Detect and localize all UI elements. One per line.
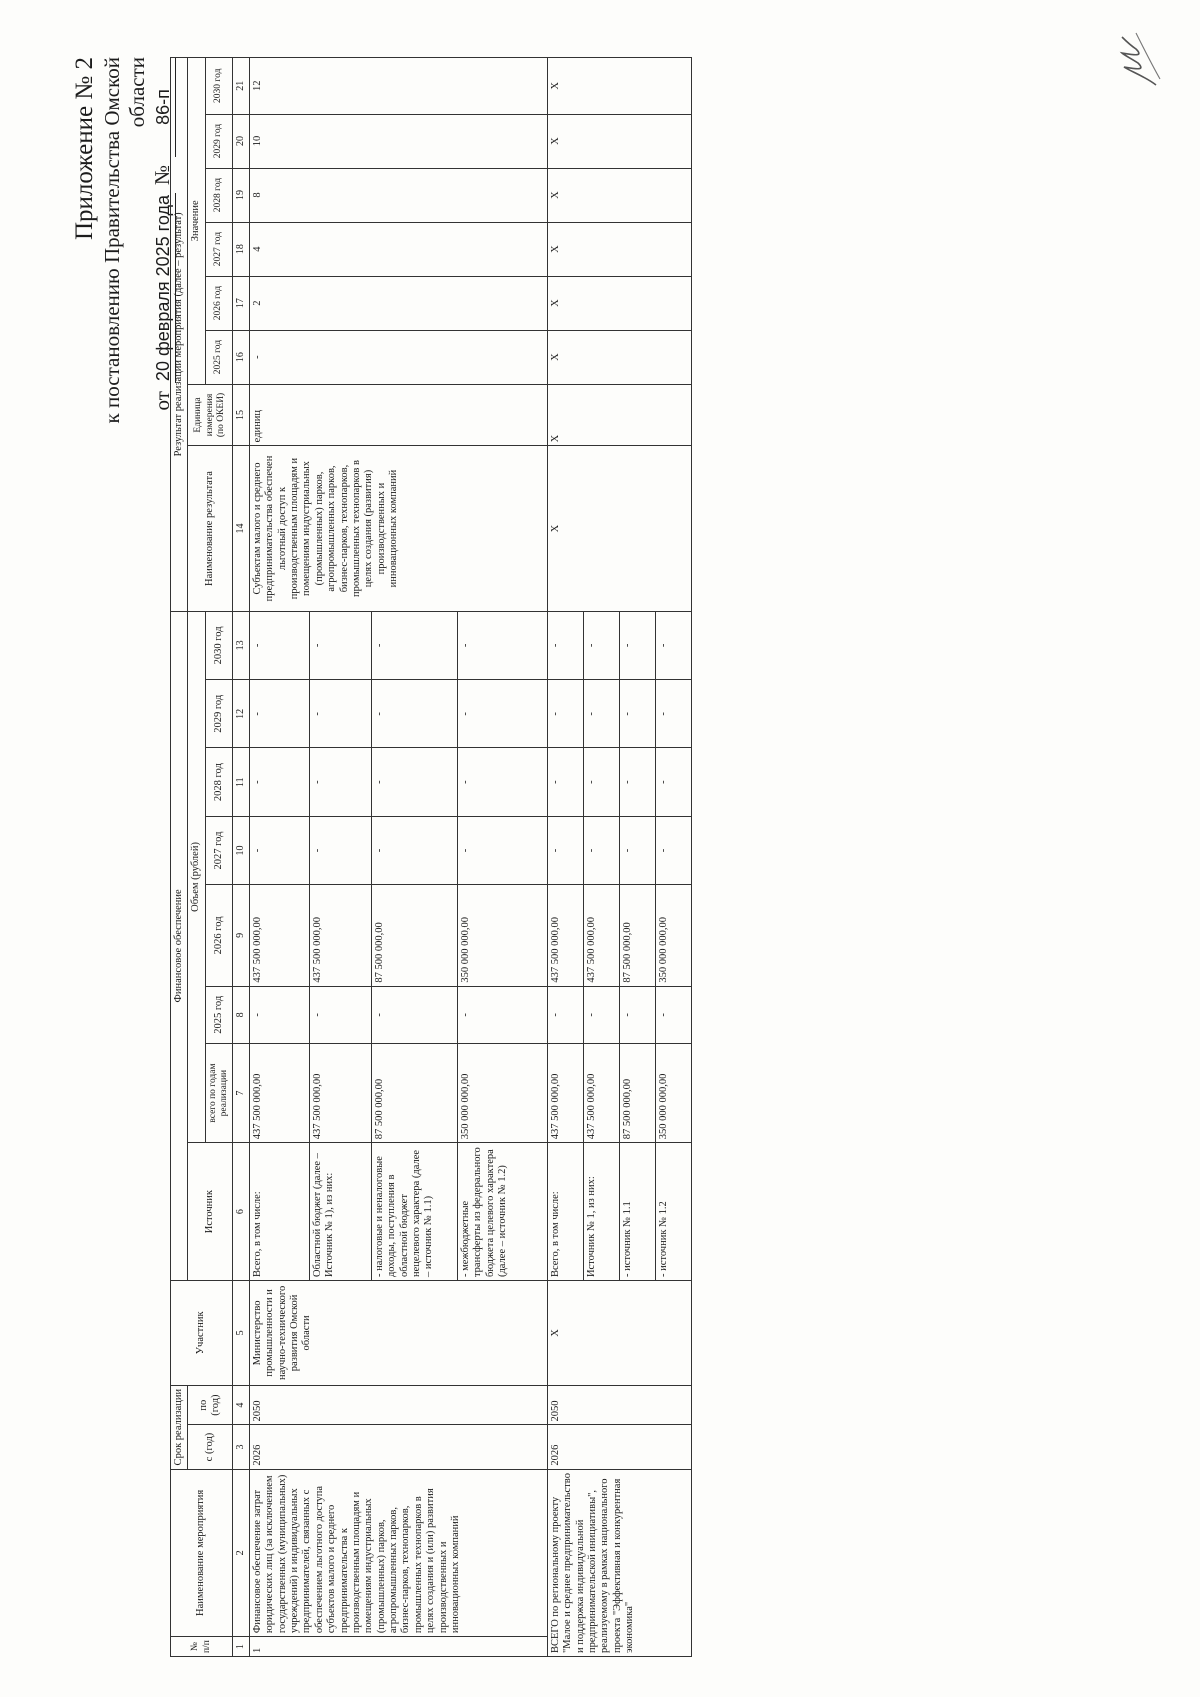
total-value-2026: X — [547, 276, 691, 330]
y2027-value: - — [547, 816, 583, 884]
y2027-value: - — [457, 816, 547, 884]
col-number: 12 — [233, 680, 250, 748]
result-unit: единиц — [249, 384, 547, 446]
total-value: 87 500 000,00 — [371, 1043, 457, 1142]
y2026-value: 437 500 000,00 — [309, 885, 371, 986]
from-label: от — [150, 391, 175, 411]
appendix-title: Приложение № 2 — [71, 57, 98, 241]
total-value-2028: X — [547, 168, 691, 222]
col-v2026: 2026 год — [205, 276, 232, 330]
total-value: 350 000 000,00 — [457, 1043, 547, 1142]
total-name: ВСЕГО по региональному проекту "Малое и среднее предпринимательство и поддержка индивидуальной предпринимательской инициативы", реализуемому в рамках национального проекта "Эффективная и конкурентная экономика" — [547, 1469, 691, 1656]
participant: Министерство промышленности и научно-технического развития Омской области — [249, 1281, 547, 1386]
period-to: 2050 — [249, 1385, 547, 1425]
col-number: 18 — [233, 222, 250, 276]
source-name: - источник № 1.1 — [619, 1143, 655, 1281]
appendix-subtitle: к постановлению Правительства Омской области — [100, 57, 150, 424]
col-number: 19 — [233, 168, 250, 222]
y2027-value: - — [249, 816, 309, 884]
y2028-value: - — [655, 748, 691, 816]
y2029-value: - — [371, 680, 457, 748]
value-2027: 4 — [249, 222, 547, 276]
value-2030: 12 — [249, 58, 547, 115]
y2027-value: - — [309, 816, 371, 884]
header-row-1 — [171, 58, 188, 1657]
table-row — [249, 58, 309, 1657]
col-v2029: 2029 год — [205, 114, 232, 168]
y2025-value: - — [583, 986, 619, 1043]
y2026-value: 437 500 000,00 — [547, 885, 583, 986]
col-number: 15 — [233, 384, 250, 446]
source-name: Всего, в том числе: — [547, 1143, 583, 1281]
col-number: 4 — [233, 1385, 250, 1425]
total-value: 87 500 000,00 — [619, 1043, 655, 1142]
col-participant: Участник — [171, 1281, 233, 1386]
y2029-value: - — [655, 680, 691, 748]
y2028-value: - — [583, 748, 619, 816]
total-unit: X — [547, 384, 691, 446]
y2025-value: - — [547, 986, 583, 1043]
y2025-value: - — [309, 986, 371, 1043]
col-unit: Единица измерения (по ОКЕИ) — [188, 384, 233, 446]
col-number: 20 — [233, 114, 250, 168]
y2027-value: - — [655, 816, 691, 884]
col-y2026: 2026 год — [205, 885, 232, 986]
col-volume: Объем (рублей) — [188, 611, 205, 1142]
total-participant: X — [547, 1281, 691, 1386]
number-label: № — [150, 165, 175, 186]
program-table — [170, 57, 692, 1657]
y2030-value: - — [309, 611, 371, 679]
y2030-value: - — [547, 611, 583, 679]
source-name: Всего, в том числе: — [249, 1143, 309, 1281]
result-name: Субъектам малого и среднего предпринимательства обеспечен льготный доступ к производственным площадям и помещениям индустриальных (промышленных) парков, агропромышленных парков, бизнес-парков, технопарков, промышленных технопарков в целях создания (развития) производственных и инновационных компаний — [249, 446, 547, 611]
col-period-from: с (год) — [188, 1425, 233, 1469]
col-value: Значение — [188, 58, 205, 385]
y2026-value: 437 500 000,00 — [583, 885, 619, 986]
appendix-header — [70, 57, 176, 477]
value-2026: 2 — [249, 276, 547, 330]
signature-mark — [1116, 29, 1162, 89]
y2029-value: - — [547, 680, 583, 748]
y2027-value: - — [619, 816, 655, 884]
y2027-value: - — [583, 816, 619, 884]
y2030-value: - — [371, 611, 457, 679]
source-name: - налоговые и неналоговые доходы, поступления в областной бюджет нецелевого характера (далее – источник № 1.1) — [371, 1143, 457, 1281]
col-name: Наименование мероприятия — [171, 1469, 233, 1637]
y2030-value: - — [583, 611, 619, 679]
y2029-value: - — [583, 680, 619, 748]
column-numbers-row — [233, 58, 250, 1657]
col-number: 10 — [233, 816, 250, 884]
total-period-to: 2050 — [547, 1385, 691, 1425]
y2027-value: - — [371, 816, 457, 884]
y2028-value: - — [249, 748, 309, 816]
y2028-value: - — [619, 748, 655, 816]
col-number: 17 — [233, 276, 250, 330]
col-period: Срок реализации — [171, 1385, 188, 1469]
row-number: 1 — [249, 1637, 547, 1657]
source-name: - межбюджетные трансферты из федерального бюджета целевого характера (далее – источник № 1.2) — [457, 1143, 547, 1281]
col-total: всего по годам реализации — [205, 1043, 232, 1142]
col-number: 16 — [233, 330, 250, 384]
total-value: 437 500 000,00 — [583, 1043, 619, 1142]
col-y2029: 2029 год — [205, 680, 232, 748]
y2030-value: - — [619, 611, 655, 679]
col-v2025: 2025 год — [205, 330, 232, 384]
col-number: 2 — [233, 1469, 250, 1637]
total-value: 437 500 000,00 — [547, 1043, 583, 1142]
col-number: 21 — [233, 58, 250, 115]
col-number: 8 — [233, 986, 250, 1043]
col-number: 7 — [233, 1043, 250, 1142]
y2030-value: - — [655, 611, 691, 679]
col-number: 5 — [233, 1281, 250, 1386]
total-result-name: X — [547, 446, 691, 611]
total-period-from: 2026 — [547, 1425, 691, 1469]
col-number: 14 — [233, 446, 250, 611]
value-2025: - — [249, 330, 547, 384]
source-name: Источник № 1, из них: — [583, 1143, 619, 1281]
period-from: 2026 — [249, 1425, 547, 1469]
y2026-value: 87 500 000,00 — [371, 885, 457, 986]
y2028-value: - — [309, 748, 371, 816]
y2026-value: 87 500 000,00 — [619, 885, 655, 986]
total-value: 350 000 000,00 — [655, 1043, 691, 1142]
y2029-value: - — [457, 680, 547, 748]
decree-number: 86-п — [153, 57, 176, 157]
col-y2028: 2028 год — [205, 748, 232, 816]
col-number: 3 — [233, 1425, 250, 1469]
y2030-value: - — [249, 611, 309, 679]
col-number: 9 — [233, 885, 250, 986]
y2026-value: 350 000 000,00 — [655, 885, 691, 986]
col-number: 11 — [233, 748, 250, 816]
y2026-value: 350 000 000,00 — [457, 885, 547, 986]
col-y2027: 2027 год — [205, 816, 232, 884]
col-financing: Финансовое обеспечение — [171, 611, 188, 1280]
y2029-value: - — [619, 680, 655, 748]
total-table-row — [547, 58, 583, 1657]
col-result-name: Наименование результата — [188, 446, 233, 611]
decree-date: 20 февраля 2025 года — [153, 193, 176, 383]
measure-name: Финансовое обеспечение затрат юридических лиц (за исключением государственных (муниципальных) учреждений) и индивидуальных предпринимателей, связанных с обеспечением льготного доступа субъектов малого и среднего предпринимательства к производственным площадям и помещениям индустриальных (промышленных) парков, агропромышленных парков, бизнес-парков, технопарков, промышленных технопарков в целях создания и (или) развития производственных и инновационных компаний — [249, 1469, 547, 1637]
col-source: Источник — [188, 1143, 233, 1281]
y2025-value: - — [457, 986, 547, 1043]
col-y2030: 2030 год — [205, 611, 232, 679]
y2028-value: - — [457, 748, 547, 816]
total-value-2029: X — [547, 114, 691, 168]
total-value-2025: X — [547, 330, 691, 384]
col-number: 1 — [233, 1637, 250, 1657]
total-value-2027: X — [547, 222, 691, 276]
y2029-value: - — [249, 680, 309, 748]
col-number: 13 — [233, 611, 250, 679]
y2025-value: - — [619, 986, 655, 1043]
y2028-value: - — [547, 748, 583, 816]
y2025-value: - — [371, 986, 457, 1043]
total-value-2030: X — [547, 58, 691, 115]
col-num: № п/п — [171, 1637, 233, 1657]
y2025-value: - — [655, 986, 691, 1043]
col-v2027: 2027 год — [205, 222, 232, 276]
source-name: - источник № 1.2 — [655, 1143, 691, 1281]
source-name: Областной бюджет (далее – Источник № 1), из них: — [309, 1143, 371, 1281]
y2025-value: - — [249, 986, 309, 1043]
value-2028: 8 — [249, 168, 547, 222]
y2029-value: - — [309, 680, 371, 748]
y2026-value: 437 500 000,00 — [249, 885, 309, 986]
col-number: 6 — [233, 1143, 250, 1281]
col-y2025: 2025 год — [205, 986, 232, 1043]
value-2029: 10 — [249, 114, 547, 168]
y2030-value: - — [457, 611, 547, 679]
col-v2030: 2030 год — [205, 58, 232, 115]
col-period-to: по (год) — [188, 1385, 233, 1425]
total-value: 437 500 000,00 — [249, 1043, 309, 1142]
header-row-2 — [188, 58, 205, 1657]
col-v2028: 2028 год — [205, 168, 232, 222]
y2028-value: - — [371, 748, 457, 816]
total-value: 437 500 000,00 — [309, 1043, 371, 1142]
col-result: Результат реализации мероприятия (далее – результат) — [171, 58, 188, 612]
